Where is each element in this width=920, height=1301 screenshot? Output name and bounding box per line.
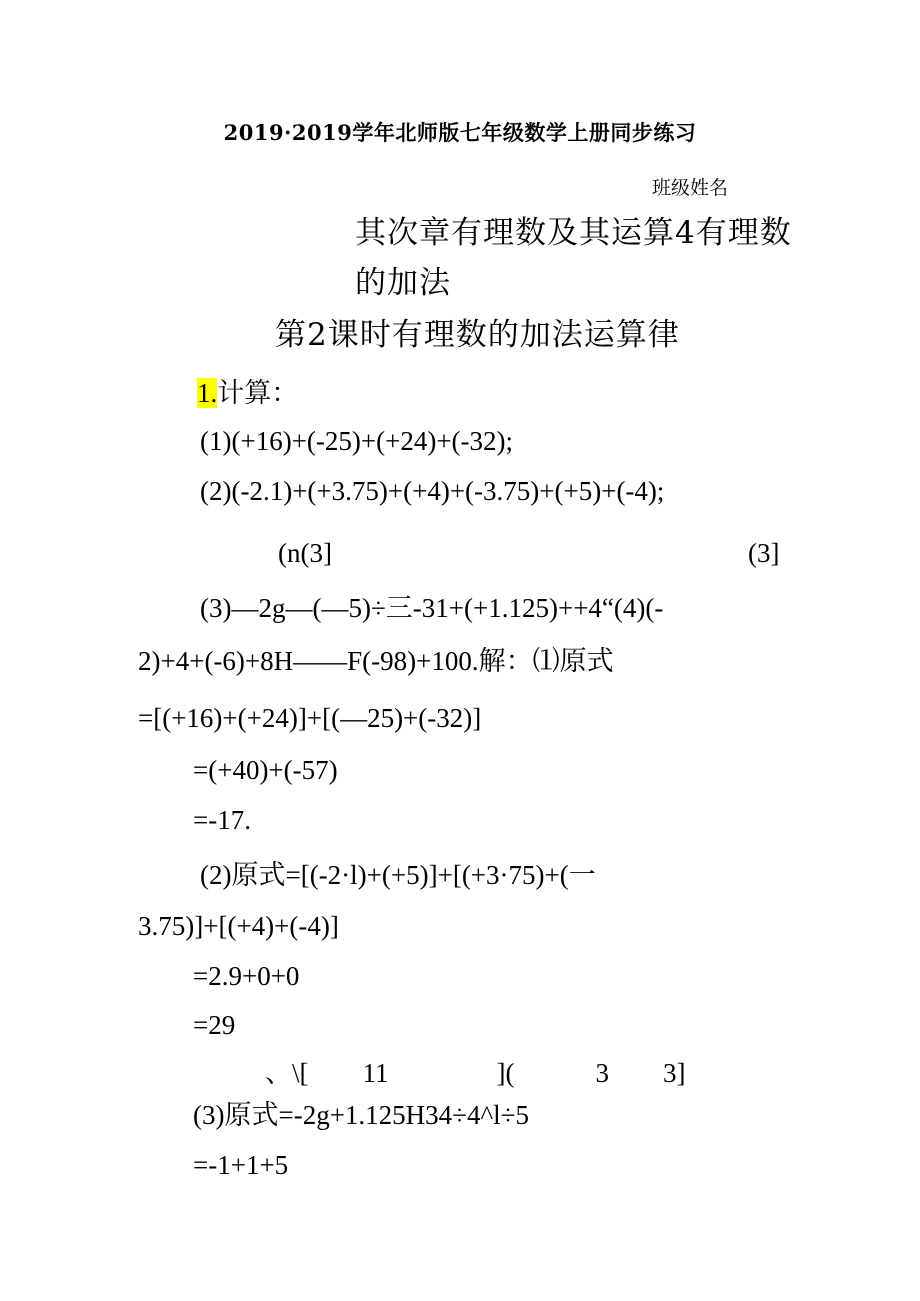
problem-line: 2)+4+(-6)+8H——F(-98)+100.解：⑴原式: [138, 646, 614, 676]
solution-line: =2.9+0+0: [193, 961, 300, 991]
problem-fragment: (3]: [748, 538, 780, 568]
solution-line: (3)原式=-2g+1.125H34÷4^l÷5: [193, 1100, 529, 1130]
solution-line: =(+40)+(-57): [193, 755, 338, 785]
chapter-heading-continued: 的加法: [355, 265, 451, 301]
solution-line: 3.75)]+[(+4)+(-4)]: [138, 911, 339, 941]
problem-fragment: (n(3]: [278, 538, 332, 568]
document-title: 2019·2019学年北师版七年级数学上册同步练习: [223, 120, 697, 145]
question-label: 计算：: [217, 378, 299, 408]
problem-line: (1)(+16)+(-25)+(+24)+(-32);: [200, 426, 514, 456]
class-name-field: 班级姓名: [652, 177, 729, 199]
problem-line: (3)—2g—(—5)÷三-31+(+1.125)++4“(4)(-: [200, 593, 664, 623]
chapter-heading: 其次章有理数及其运算4有理数: [355, 215, 792, 251]
solution-line: =-17.: [193, 805, 251, 835]
solution-line: =[(+16)+(+24)]+[(—25)+(-32)]: [138, 703, 482, 733]
problem-line: (2)(-2.1)+(+3.75)+(+4)+(-3.75)+(+5)+(-4);: [200, 476, 665, 506]
lesson-heading: 第2课时有理数的加法运算律: [275, 317, 680, 353]
question-number: 1.: [197, 378, 218, 408]
solution-line: =-1+1+5: [193, 1150, 289, 1180]
question-heading: [197, 380, 298, 407]
solution-fragment: 、\[ 11 ]( 3 3]: [265, 1058, 686, 1088]
solution-line: (2)原式=[(-2·l)+(+5)]+[(+3·75)+(一: [200, 860, 596, 890]
solution-line: =29: [193, 1010, 236, 1040]
